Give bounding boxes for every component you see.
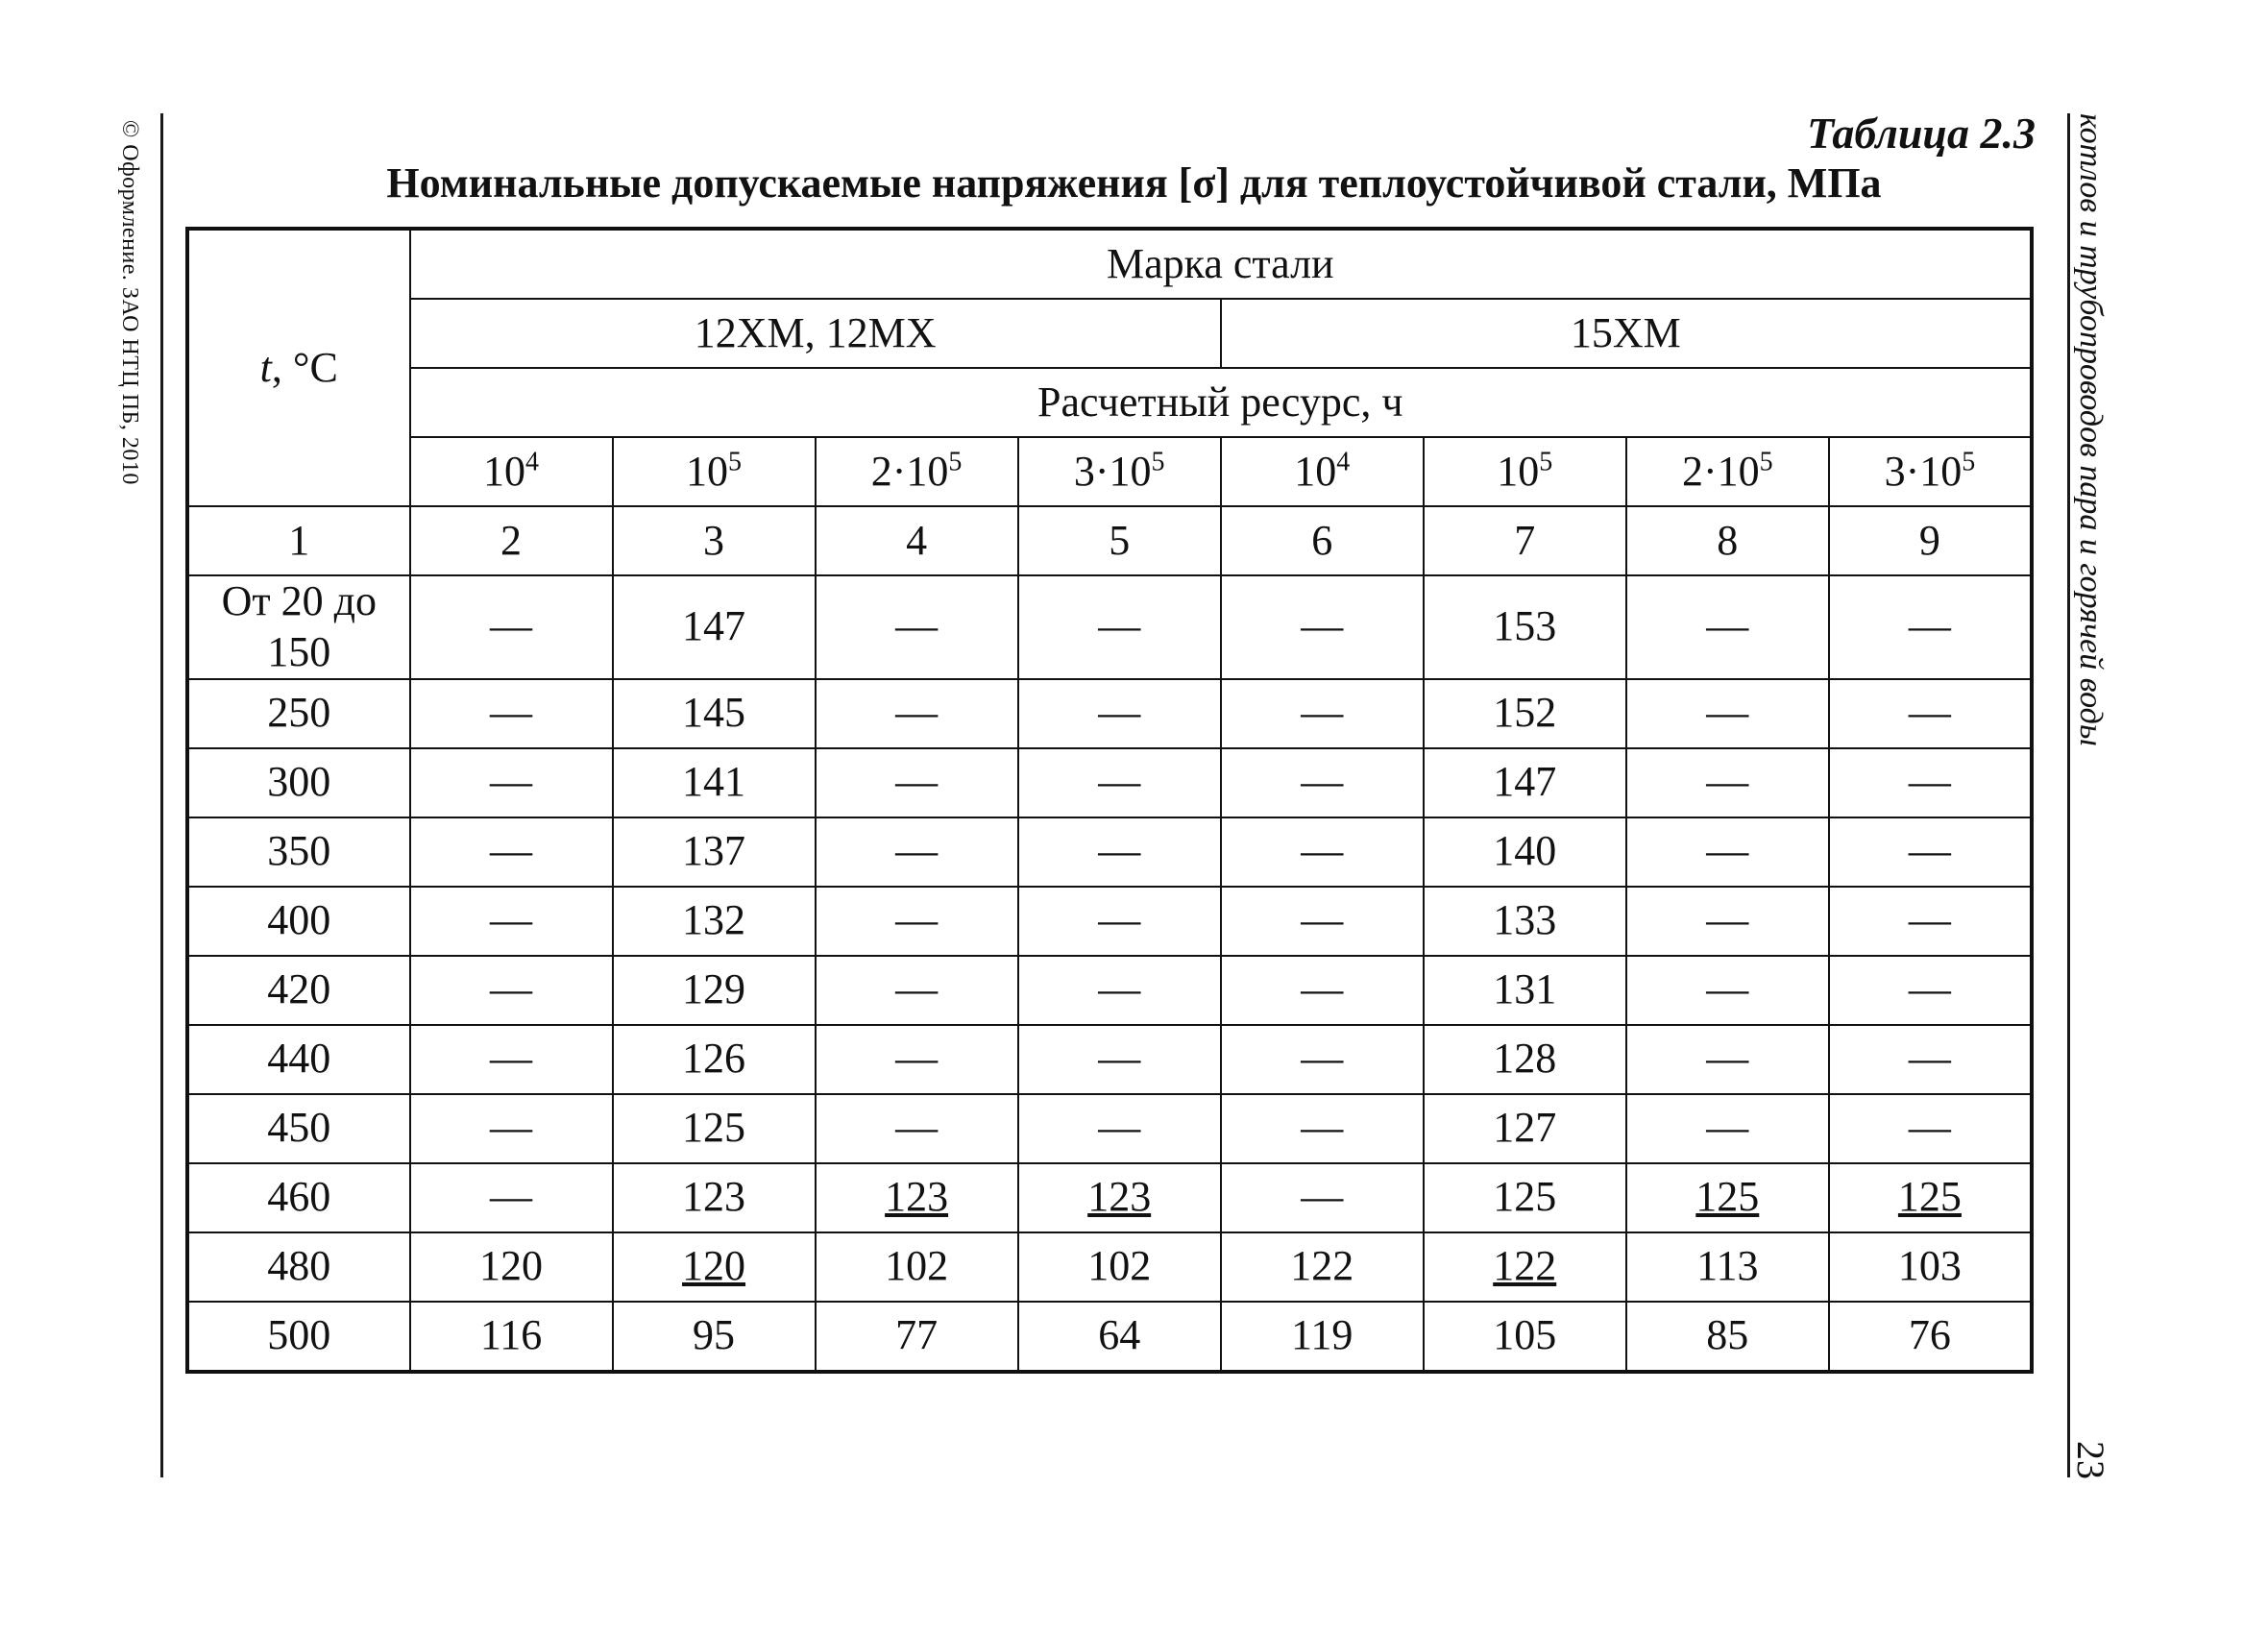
value-cell: 103 (1829, 1232, 2032, 1302)
value-cell: — (1829, 1025, 2032, 1094)
value-cell: 77 (816, 1302, 1018, 1372)
column-number-cell: 2 (410, 506, 613, 575)
stress-table (185, 227, 2034, 1374)
value-cell: — (816, 817, 1018, 887)
value-cell: — (410, 817, 613, 887)
value-cell: — (1829, 817, 2032, 887)
value-cell: 140 (1424, 817, 1626, 887)
value-cell: 123 (1018, 1163, 1221, 1232)
value-cell: 147 (613, 575, 816, 679)
value-cell: 126 (613, 1025, 816, 1094)
hours-header-cell: $10^5$ (1424, 437, 1626, 506)
value-cell: 125 (1829, 1163, 2032, 1232)
temperature-cell: 440 (187, 1025, 410, 1094)
value-cell: — (1018, 748, 1221, 817)
value-cell: 145 (613, 679, 816, 748)
copyright-note: © Оформление. ЗАО НТЦ ПБ, 2010 (117, 120, 142, 485)
value-cell: — (1626, 748, 1829, 817)
temperature-cell: 250 (187, 679, 410, 748)
value-cell: 125 (1424, 1163, 1626, 1232)
column-number-cell: 8 (1626, 506, 1829, 575)
value-cell: 122 (1424, 1232, 1626, 1302)
table-row (187, 1163, 2032, 1232)
value-cell: 116 (410, 1302, 613, 1372)
value-cell: 123 (613, 1163, 816, 1232)
value-cell: 137 (613, 817, 816, 887)
value-cell: — (1221, 748, 1424, 817)
temperature-cell: 460 (187, 1163, 410, 1232)
hours-header-cell: $10^5$ (613, 437, 816, 506)
temperature-cell: 420 (187, 956, 410, 1025)
value-cell: — (816, 1025, 1018, 1094)
value-cell: 125 (613, 1094, 816, 1163)
table-row (187, 1232, 2032, 1302)
value-cell: — (1018, 575, 1221, 679)
hours-header-cell: $10^4$ (410, 437, 613, 506)
value-cell: 95 (613, 1302, 816, 1372)
value-cell: — (410, 1163, 613, 1232)
value-cell: 122 (1221, 1232, 1424, 1302)
value-cell: — (1626, 1025, 1829, 1094)
table-row (187, 748, 2032, 817)
header-row-resource (187, 368, 2032, 437)
value-cell: — (1221, 1025, 1424, 1094)
steel-grade-header: Марка стали (410, 229, 2032, 299)
value-cell: 131 (1424, 956, 1626, 1025)
value-cell: — (1626, 575, 1829, 679)
column-number-cell: 7 (1424, 506, 1626, 575)
value-cell: — (1221, 1163, 1424, 1232)
hours-header-cell: $3\cdot 10^5$ (1829, 437, 2032, 506)
value-cell: — (1018, 1094, 1221, 1163)
value-cell: 120 (613, 1232, 816, 1302)
header-row-steel (187, 229, 2032, 299)
value-cell: — (410, 679, 613, 748)
hours-header-cell: $10^4$ (1221, 437, 1424, 506)
header-row-hours (187, 437, 2032, 506)
value-cell: — (1221, 956, 1424, 1025)
value-cell: 127 (1424, 1094, 1626, 1163)
right-margin-rule (2067, 113, 2070, 1477)
value-cell: 105 (1424, 1302, 1626, 1372)
value-cell: 120 (410, 1232, 613, 1302)
value-cell: 147 (1424, 748, 1626, 817)
value-cell: — (816, 679, 1018, 748)
page-number: 23 (2069, 1441, 2112, 1479)
value-cell: 128 (1424, 1025, 1626, 1094)
value-cell: 125 (1626, 1163, 1829, 1232)
temperature-cell: 480 (187, 1232, 410, 1302)
column-number-cell: 9 (1829, 506, 2032, 575)
temperature-cell: 500 (187, 1302, 410, 1372)
value-cell: 141 (613, 748, 816, 817)
value-cell: — (1626, 887, 1829, 956)
value-cell: — (1221, 817, 1424, 887)
value-cell: — (410, 1094, 613, 1163)
hours-header-cell: $3\cdot 10^5$ (1018, 437, 1221, 506)
value-cell: — (410, 1025, 613, 1094)
value-cell: — (1626, 956, 1829, 1025)
running-header: котлов и трубопроводов пара и горячей воды (2073, 113, 2109, 746)
steel-group-2: 15ХМ (1221, 299, 2032, 368)
value-cell: 153 (1424, 575, 1626, 679)
temperature-cell: 450 (187, 1094, 410, 1163)
value-cell: — (1018, 887, 1221, 956)
value-cell: — (410, 956, 613, 1025)
column-number-cell: 1 (187, 506, 410, 575)
value-cell: 64 (1018, 1302, 1221, 1372)
steel-group-1: 12ХМ, 12МХ (410, 299, 1221, 368)
value-cell: 129 (613, 956, 816, 1025)
temperature-cell: 400 (187, 887, 410, 956)
value-cell: — (816, 748, 1018, 817)
table-row (187, 1302, 2032, 1372)
left-margin-rule (160, 113, 163, 1477)
value-cell: — (1018, 1025, 1221, 1094)
value-cell: 132 (613, 887, 816, 956)
value-cell: — (1626, 679, 1829, 748)
value-cell: — (1829, 887, 2032, 956)
temperature-header: t, °C (187, 229, 410, 506)
value-cell: — (1221, 575, 1424, 679)
value-cell: — (1221, 887, 1424, 956)
header-row-groups (187, 299, 2032, 368)
value-cell: — (816, 887, 1018, 956)
value-cell: 76 (1829, 1302, 2032, 1372)
value-cell: — (1829, 1094, 2032, 1163)
value-cell: 102 (1018, 1232, 1221, 1302)
value-cell: — (1018, 956, 1221, 1025)
value-cell: — (1829, 575, 2032, 679)
value-cell: 133 (1424, 887, 1626, 956)
temperature-cell: 300 (187, 748, 410, 817)
hours-header-cell: $2\cdot 10^5$ (1626, 437, 1829, 506)
value-cell: — (410, 575, 613, 679)
value-cell: 123 (816, 1163, 1018, 1232)
column-number-cell: 6 (1221, 506, 1424, 575)
value-cell: — (816, 575, 1018, 679)
value-cell: — (1626, 817, 1829, 887)
value-cell: 152 (1424, 679, 1626, 748)
temperature-cell: От 20 до 150 (187, 575, 410, 679)
value-cell: — (1221, 679, 1424, 748)
value-cell: — (1829, 748, 2032, 817)
table-title: Номинальные допускаемые напряжения [σ] для теплоустойчивой стали, МПа (386, 159, 1882, 207)
value-cell: — (816, 956, 1018, 1025)
value-cell: 85 (1626, 1302, 1829, 1372)
value-cell: 113 (1626, 1232, 1829, 1302)
value-cell: — (1626, 1094, 1829, 1163)
table-row (187, 1094, 2032, 1163)
table-label: Таблица 2.3 (1806, 109, 2036, 158)
value-cell: 102 (816, 1232, 1018, 1302)
value-cell: — (410, 748, 613, 817)
column-number-cell: 3 (613, 506, 816, 575)
header-row-numbers (187, 506, 2032, 575)
table-row (187, 575, 2032, 679)
table-row (187, 887, 2032, 956)
table-row (187, 956, 2032, 1025)
column-number-cell: 5 (1018, 506, 1221, 575)
temperature-cell: 350 (187, 817, 410, 887)
table-row (187, 1025, 2032, 1094)
value-cell: 119 (1221, 1302, 1424, 1372)
table-row (187, 817, 2032, 887)
resource-header: Расчетный ресурс, ч (410, 368, 2032, 437)
column-number-cell: 4 (816, 506, 1018, 575)
value-cell: — (816, 1094, 1018, 1163)
value-cell: — (1829, 956, 2032, 1025)
table-row (187, 679, 2032, 748)
hours-header-cell: $2\cdot 10^5$ (816, 437, 1018, 506)
value-cell: — (1018, 817, 1221, 887)
value-cell: — (1018, 679, 1221, 748)
value-cell: — (1221, 1094, 1424, 1163)
value-cell: — (1829, 679, 2032, 748)
value-cell: — (410, 887, 613, 956)
